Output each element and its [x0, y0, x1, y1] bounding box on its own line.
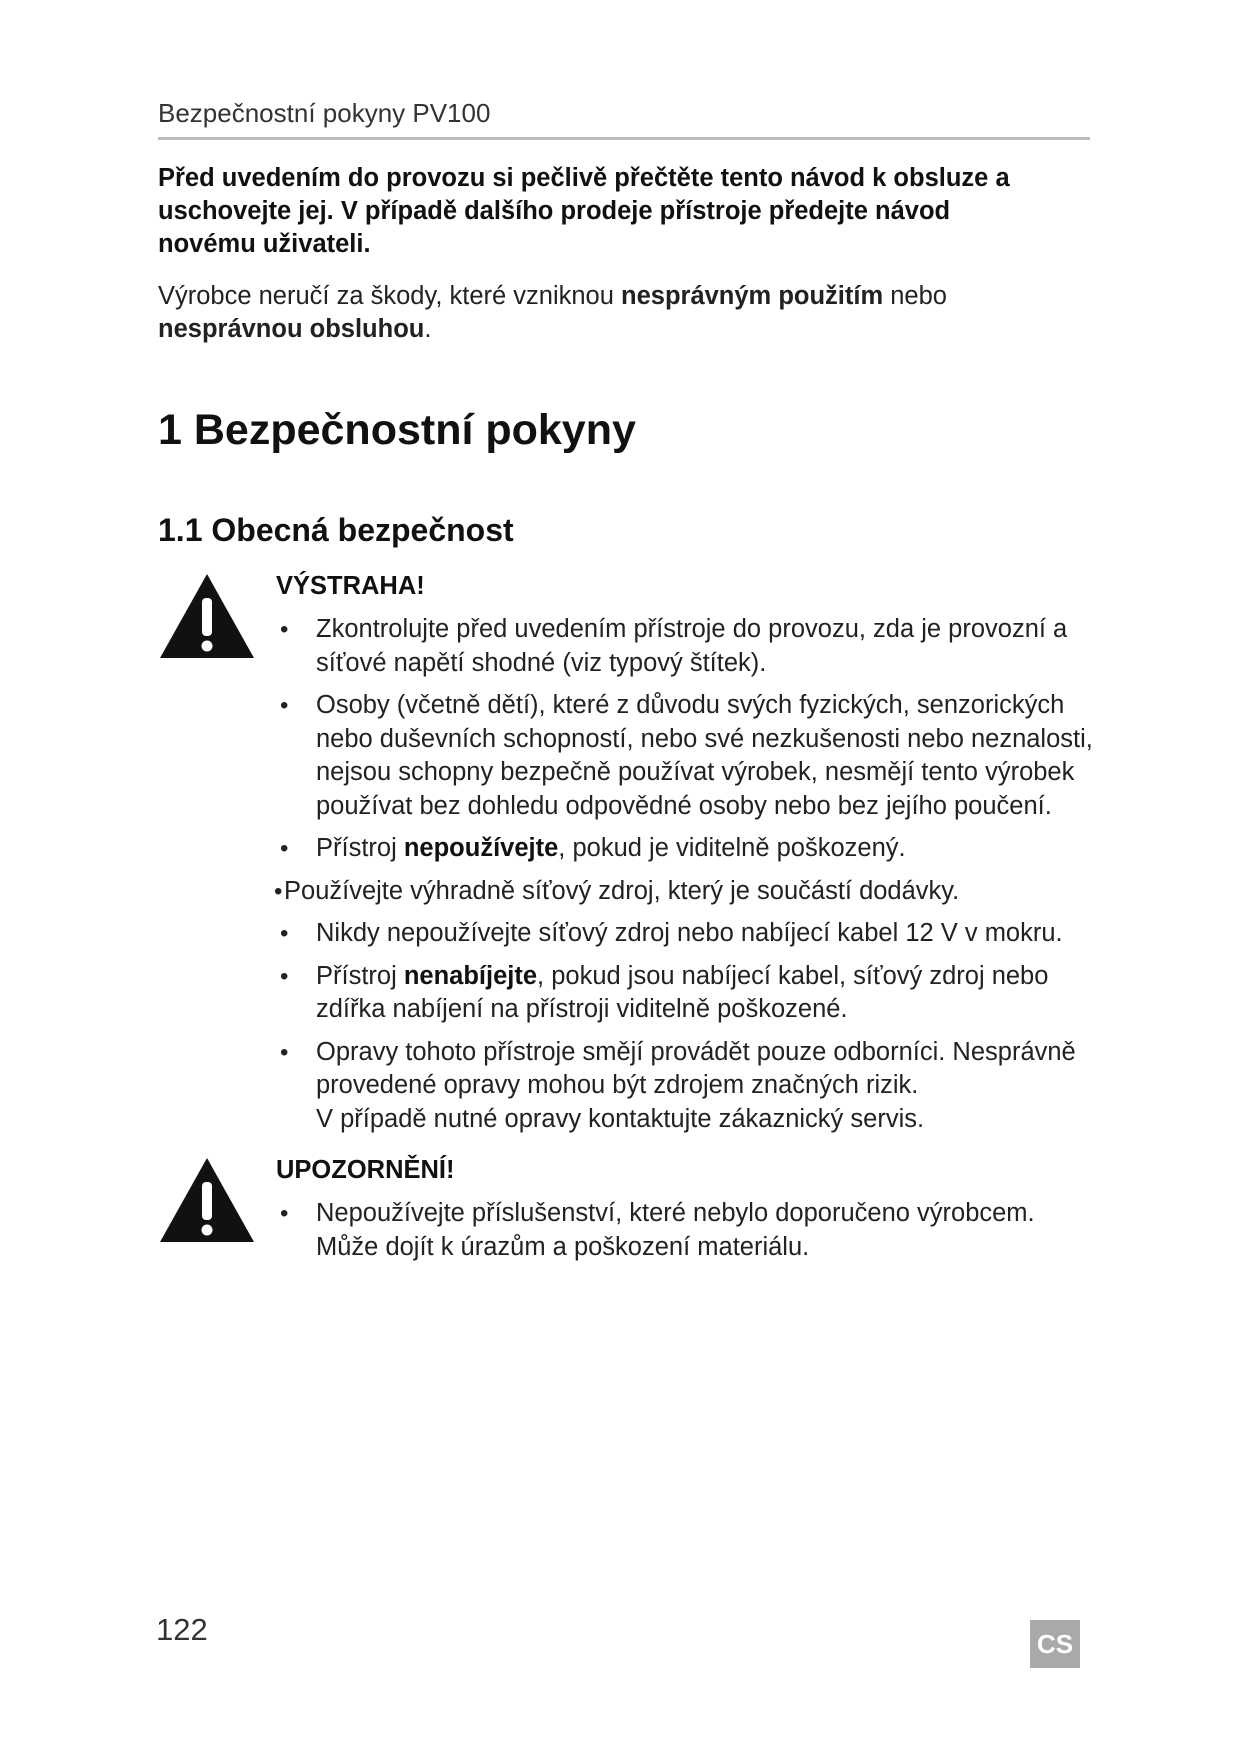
caution-list [276, 1197, 1096, 1264]
item-text: Nepoužívejte příslušenství, které nebylo doporučeno výrobcem. [316, 1199, 1035, 1227]
item-text: provedené opravy mohou být zdrojem značných rizik. [316, 1071, 919, 1099]
manufacturer-disclaimer [158, 280, 1090, 346]
warning-triangle-icon [158, 572, 256, 660]
disclaimer-text: nebo [883, 282, 947, 310]
warning-list [276, 613, 1096, 1136]
item-text: Osoby (včetně dětí), které z důvodu svých fyzických, senzorických [316, 691, 1065, 719]
bullet: • [280, 962, 289, 990]
list-item [276, 689, 1096, 823]
item-text: , pokud je viditelně poškozený. [558, 834, 906, 862]
disclaimer-emphasis: nesprávným použitím [621, 282, 884, 310]
page-number: 122 [156, 1612, 208, 1647]
caution-triangle-icon [158, 1156, 256, 1244]
item-text: Nikdy nepoužívejte síťový zdroj nebo nabíjecí kabel 12 V v mokru. [316, 919, 1063, 947]
item-text: Přístroj [316, 961, 404, 990]
item-text: Opravy tohoto přístroje smějí provádět pouze odborníci. Nesprávně [316, 1037, 1076, 1066]
item-text: nejsou schopny bezpečně používat výrobek, nesmějí tento výrobek [316, 758, 1075, 786]
bullet: • [280, 835, 289, 862]
intro-notice-line: novému uživateli. [158, 230, 371, 258]
list-item [276, 1197, 1096, 1264]
bullet: • [280, 1200, 289, 1227]
item-text: Používejte výhradně síťový zdroj, který je součástí dodávky. [284, 876, 960, 905]
item-text: , pokud jsou nabíjecí kabel, síťový zdroj nebo [537, 961, 1049, 990]
list-item [276, 613, 1096, 680]
list-item [276, 832, 1096, 866]
running-header: Bezpečnostní pokyny PV100 [158, 98, 1090, 140]
list-item [276, 1036, 1096, 1137]
item-text: Může dojít k úrazům a poškození materiálu. [316, 1232, 810, 1261]
item-text: V případě nutné opravy kontaktujte zákaznický servis. [316, 1104, 925, 1133]
item-text: zdířka nabíjení na přístroji viditelně poškozené. [316, 995, 848, 1023]
list-item [276, 875, 1096, 909]
list-item [276, 917, 1096, 951]
item-emphasis: nepoužívejte [403, 834, 559, 862]
item-text: používat bez dohledu odpovědné osoby nebo bez jejího poučení. [316, 791, 1052, 820]
item-text: síťové napětí shodné (viz typový štítek). [316, 648, 767, 677]
item-text: nebo duševních schopností, nebo své nezkušenosti nebo neznalosti, [316, 724, 1093, 753]
caution-block [276, 1154, 1096, 1273]
bullet: • [280, 692, 289, 719]
bullet: • [280, 1038, 289, 1066]
intro-notice-line: Před uvedením do provozu si pečlivě přečtěte tento návod k obsluze a [158, 164, 1010, 192]
warning-title: VÝSTRAHA! [276, 572, 425, 600]
item-emphasis: nenabíjejte [403, 961, 538, 990]
item-text: Zkontrolujte před uvedením přístroje do provozu, zda je provozní a [316, 615, 1068, 643]
disclaimer-text: Výrobce neručí za škody, které vzniknou [158, 282, 621, 310]
disclaimer-emphasis: nesprávnou obsluhou [158, 315, 425, 343]
bullet: • [280, 920, 289, 947]
caution-title: UPOZORNĚNÍ! [276, 1156, 455, 1184]
warning-block [276, 570, 1096, 1145]
subsection-heading: 1.1 Obecná bezpečnost [158, 512, 514, 548]
intro-notice-line: uschovejte jej. V případě dalšího prodeje přístroje předejte návod [158, 197, 951, 225]
list-item [276, 960, 1096, 1027]
intro-notice [158, 162, 1090, 261]
bullet: • [274, 877, 283, 905]
disclaimer-text: . [424, 315, 432, 343]
item-text: Přístroj [316, 834, 404, 862]
bullet: • [280, 616, 289, 643]
language-badge: CS [1030, 1620, 1080, 1668]
section-heading: 1 Bezpečnostní pokyny [158, 406, 636, 454]
